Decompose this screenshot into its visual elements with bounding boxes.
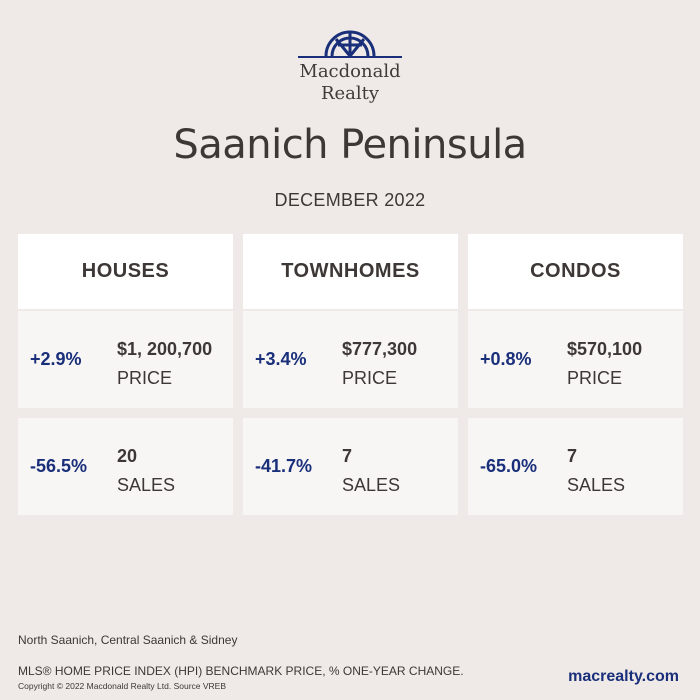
brand-name-line2: Realty <box>320 83 380 104</box>
sales-value: 20 <box>117 446 138 466</box>
methodology-note: MLS® HOME PRICE INDEX (HPI) BENCHMARK PRICE, % ONE-YEAR CHANGE. <box>18 664 464 678</box>
price-label: PRICE <box>567 368 623 388</box>
macdonald-realty-emblem-icon <box>298 26 402 60</box>
sales-change: -56.5% <box>30 456 88 476</box>
copyright-note: Copyright © 2022 Macdonald Realty Ltd. Source VREB <box>18 681 227 691</box>
townhomes-price-card <box>243 311 458 408</box>
areas-note: North Saanich, Central Saanich & Sidney <box>18 633 238 647</box>
sales-label: SALES <box>567 475 626 495</box>
houses-sales-card <box>18 418 233 515</box>
townhomes-sales-card <box>243 418 458 515</box>
houses-header: HOUSES <box>18 234 233 309</box>
website-link[interactable]: macrealty.com <box>568 668 679 685</box>
sales-value: 7 <box>567 446 578 466</box>
sales-change: -65.0% <box>480 456 538 476</box>
houses-price-card <box>18 311 233 408</box>
brand-logo <box>0 26 700 104</box>
sales-value: 7 <box>342 446 353 466</box>
price-value: $777,300 <box>342 339 418 359</box>
price-change: +2.9% <box>30 349 82 369</box>
price-change: +0.8% <box>480 349 532 369</box>
townhomes-header: TOWNHOMES <box>243 234 458 309</box>
sales-label: SALES <box>117 475 176 495</box>
price-change: +3.4% <box>255 349 307 369</box>
brand-name-line1: Macdonald <box>299 61 401 82</box>
condos-header: CONDOS <box>468 234 683 309</box>
price-value: $570,100 <box>567 339 643 359</box>
price-label: PRICE <box>117 368 173 388</box>
price-label: PRICE <box>342 368 398 388</box>
sales-label: SALES <box>342 475 401 495</box>
page-title: Saanich Peninsula <box>173 122 527 168</box>
sales-change: -41.7% <box>255 456 313 476</box>
condos-price-card <box>468 311 683 408</box>
condos-sales-card <box>468 418 683 515</box>
price-value: $1, 200,700 <box>117 339 213 359</box>
period-label: DECEMBER 2022 <box>274 190 426 210</box>
